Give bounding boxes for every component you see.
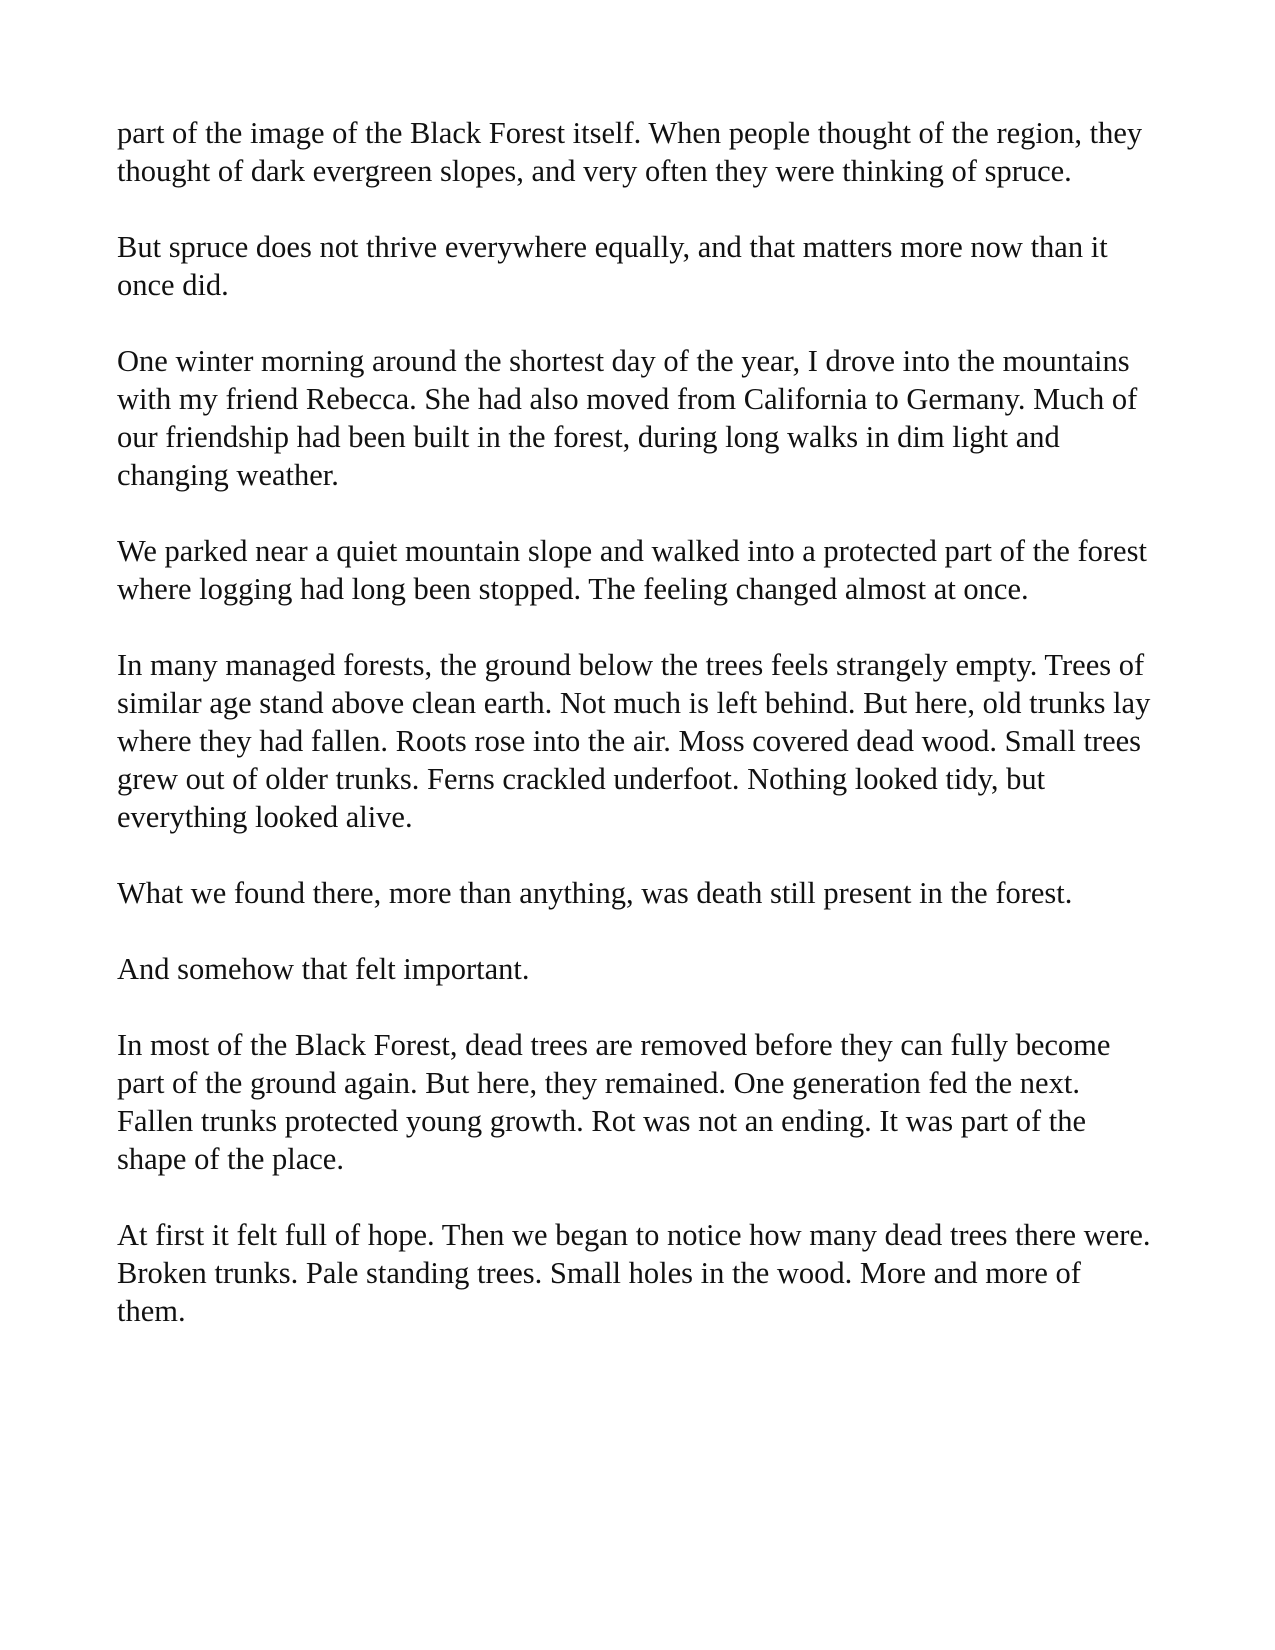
paragraph-4: We parked near a quiet mountain slope and walked into a protected part of the forest where logging had long been stopped. The feeling changed almost at once. [117,534,1147,606]
paragraph-8: In most of the Black Forest, dead trees are removed before they can fully become part of the ground again. But here, they remained. One generation fed the next. Fallen trunks protected young growth. Rot was not an ending. It was part of the shape of the place. [117,1028,1111,1176]
paragraph-3: One winter morning around the shortest day of the year, I drove into the mountains with my friend Rebecca. She had also moved from California to Germany. Much of our friendship had been built in the forest, during long walks in dim light and changing weather. [117,344,1138,492]
paragraph-1: part of the image of the Black Forest itself. When people thought of the region, they thought of dark evergreen slopes, and very often they were thinking of spruce. [117,116,1143,188]
paragraph-2: But spruce does not thrive everywhere equally, and that matters more now than it once did. [117,230,1108,302]
paragraph-7: And somehow that felt important. [117,952,530,986]
paragraph-9: At first it felt full of hope. Then we began to notice how many dead trees there were. Broken trunks. Pale standing trees. Small holes in the wood. More and more of them. [117,1218,1151,1328]
paragraph-5: In many managed forests, the ground below the trees feels strangely empty. Trees of similar age stand above clean earth. Not much is left behind. But here, old trunks lay where they had fallen. Roots rose into the air. Moss covered dead wood. Small trees grew out of older trunks. Ferns crackled underfoot. Nothing looked tidy, but everything looked alive. [117,648,1151,834]
paragraph-6: What we found there, more than anything, was death still present in the forest. [117,876,1073,910]
